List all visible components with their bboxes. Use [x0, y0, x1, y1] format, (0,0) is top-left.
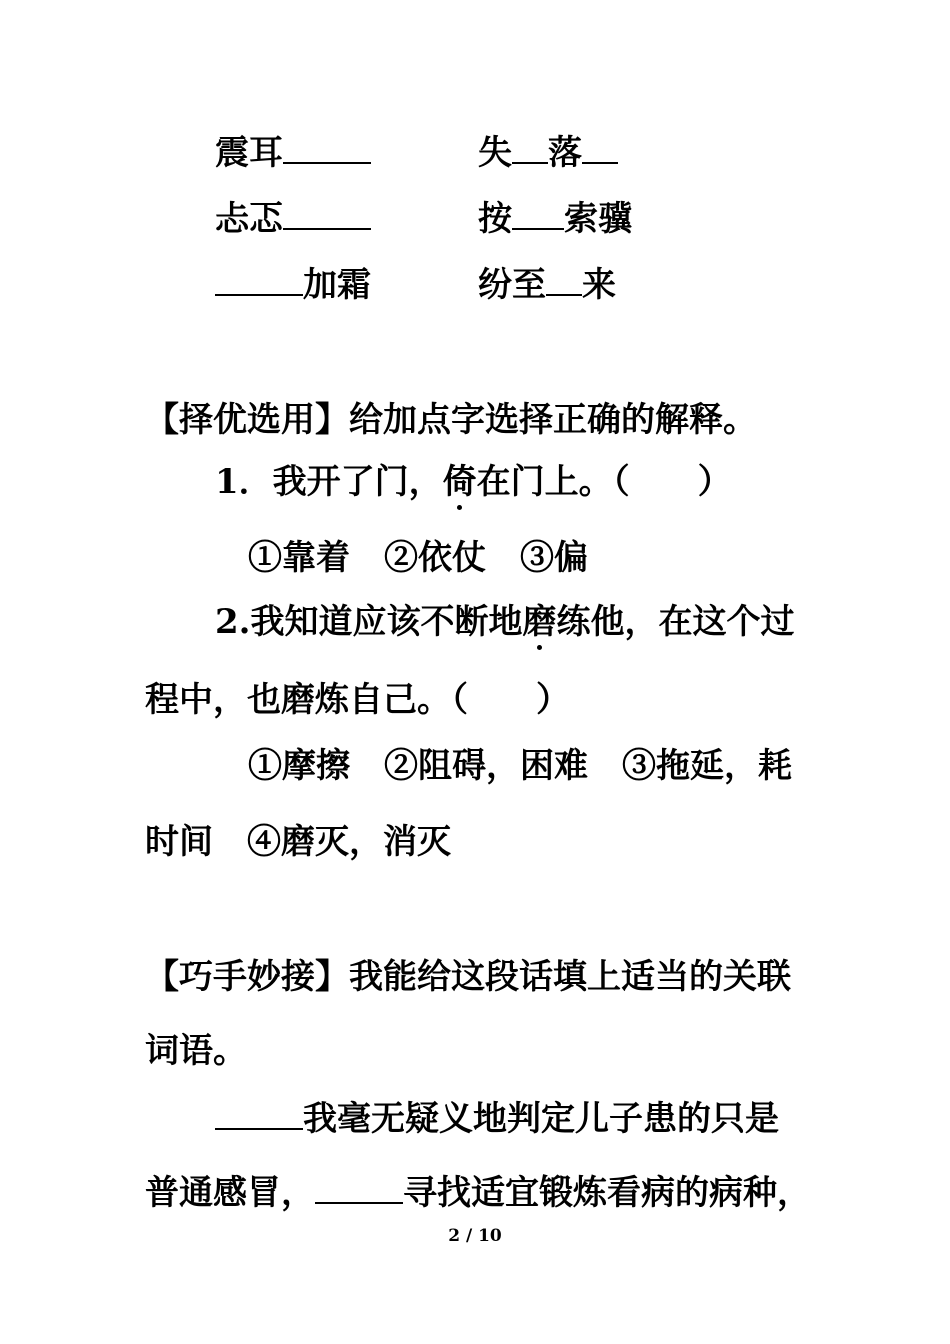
paragraph-line-2 [145, 1172, 811, 1213]
blank[interactable] [215, 264, 303, 296]
idiom-row-1-left [215, 132, 371, 173]
section-title: 【择优选用】给加点字选择正确的解释。 [145, 400, 757, 440]
section-title-continued: 词语。 [145, 1031, 247, 1071]
blank[interactable] [315, 1172, 403, 1204]
blank[interactable] [546, 264, 582, 296]
idiom-row-3-left [215, 264, 371, 305]
blank[interactable] [512, 132, 548, 164]
idiom-text: 按 [478, 199, 512, 239]
blank[interactable] [512, 198, 564, 230]
question-text: 1．我开了门， [215, 462, 443, 502]
question-2-continued: 程中，也磨炼自己。（ ） [145, 680, 570, 720]
blank[interactable] [215, 1098, 303, 1130]
question-2-options: ①摩擦 ②阻碍，困难 ③拖延，耗 [248, 746, 792, 786]
paragraph-text: 我毫无疑义地判定儿子患的只是 [303, 1099, 779, 1139]
idiom-text: 加霜 [303, 265, 371, 305]
paragraph-text: 普通感冒， [145, 1173, 315, 1213]
question-2-options-continued: 时间 ④磨灭，消灭 [145, 822, 451, 862]
idiom-row-1-right [478, 132, 618, 173]
idiom-text: 索骥 [564, 199, 632, 239]
paragraph-text: 寻找适宜锻炼看病的病种， [403, 1173, 811, 1213]
question-1 [215, 462, 732, 502]
question-text: 2.我知道应该不断地 [215, 602, 523, 642]
question-text: 在门上。（ ） [476, 462, 732, 502]
blank[interactable] [283, 198, 371, 230]
dotted-character: 磨 [522, 602, 557, 642]
blank[interactable] [582, 132, 618, 164]
idiom-text: 震耳 [215, 133, 283, 173]
question-text: 练他，在这个过 [556, 602, 795, 642]
paragraph-line-1 [215, 1098, 779, 1139]
idiom-text: 纷至 [478, 265, 546, 305]
dotted-character: 倚 [442, 462, 477, 502]
idiom-text: 来 [582, 265, 616, 305]
question-1-options: ①靠着 ②依仗 ③偏 [248, 538, 588, 578]
idiom-text: 失 [478, 133, 512, 173]
page-number: 2 / 10 [448, 1226, 502, 1246]
section-title: 【巧手妙接】我能给这段话填上适当的关联 [145, 957, 791, 997]
idiom-text: 落 [548, 133, 582, 173]
idiom-row-2-right [478, 198, 632, 239]
question-2 [215, 602, 795, 642]
idiom-row-2-left [215, 198, 371, 239]
idiom-row-3-right [478, 264, 616, 305]
idiom-text: 忐忑 [215, 199, 283, 239]
blank[interactable] [283, 132, 371, 164]
